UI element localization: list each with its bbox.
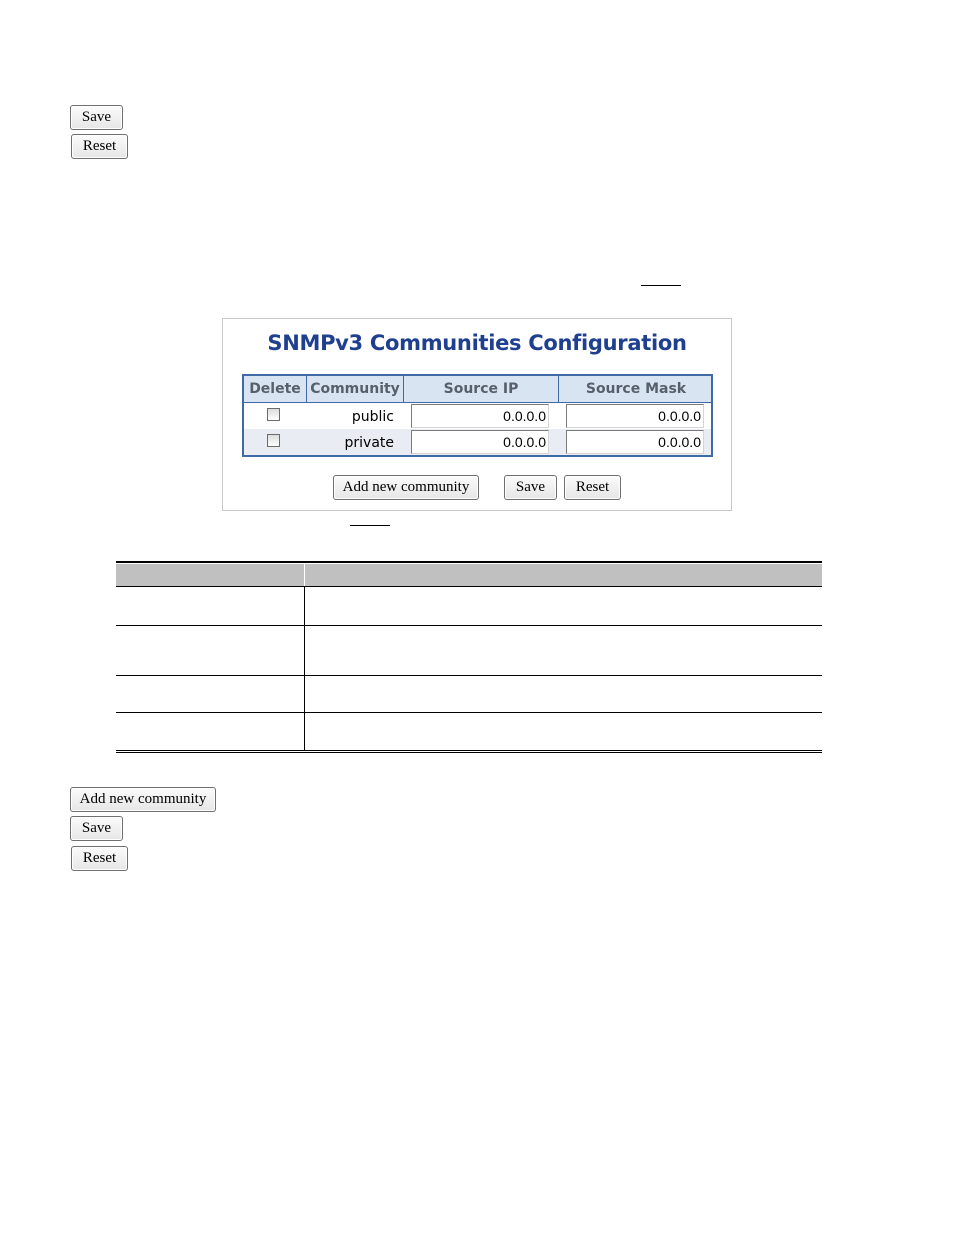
bottom-save-button[interactable]: Save xyxy=(70,816,123,841)
object-cell xyxy=(116,587,304,595)
source-ip-input[interactable]: 0.0.0.0 xyxy=(411,404,549,428)
table-bottom-border xyxy=(116,750,822,753)
object-cell xyxy=(116,626,304,634)
object-cell xyxy=(116,713,304,721)
object-cell xyxy=(116,676,304,684)
figure-save-button[interactable]: Save xyxy=(504,475,557,500)
figure-caption-underline xyxy=(350,525,390,526)
header-description xyxy=(305,564,822,572)
figure-reset-button[interactable]: Reset xyxy=(564,475,621,500)
header-object xyxy=(116,564,304,572)
col-source-ip-header: Source IP xyxy=(403,376,558,402)
table-top-border xyxy=(116,561,822,563)
table-row xyxy=(244,403,711,429)
bottom-reset-button[interactable]: Reset xyxy=(71,846,128,871)
col-source-mask-header: Source Mask xyxy=(558,376,713,402)
communities-table-header xyxy=(244,376,711,403)
snmpv3-communities-figure xyxy=(222,318,732,511)
figure-title: SNMPv3 Communities Configuration xyxy=(267,331,687,355)
top-save-button[interactable]: Save xyxy=(70,105,123,130)
community-name: public xyxy=(351,409,394,425)
community-name: private xyxy=(344,435,394,451)
delete-checkbox[interactable] xyxy=(267,408,280,421)
source-mask-input[interactable]: 0.0.0.0 xyxy=(566,404,704,428)
source-ip-input[interactable]: 0.0.0.0 xyxy=(411,430,549,454)
column-divider xyxy=(304,586,305,750)
add-new-community-button[interactable]: Add new community xyxy=(333,475,479,500)
description-cell xyxy=(305,713,822,721)
delete-checkbox[interactable] xyxy=(267,434,280,447)
parameter-table xyxy=(116,561,822,753)
description-cell xyxy=(305,676,822,684)
description-cell xyxy=(305,626,822,634)
bottom-add-new-community-button[interactable]: Add new community xyxy=(70,787,216,812)
top-reset-button[interactable]: Reset xyxy=(71,134,128,159)
col-community-header: Community xyxy=(306,376,403,402)
description-cell xyxy=(305,587,822,595)
col-delete-header: Delete xyxy=(249,381,301,397)
parameter-table-header xyxy=(116,564,822,586)
source-mask-input[interactable]: 0.0.0.0 xyxy=(566,430,704,454)
table-row xyxy=(244,429,711,455)
communities-table xyxy=(242,374,713,457)
figure-reference-underline xyxy=(641,285,681,286)
